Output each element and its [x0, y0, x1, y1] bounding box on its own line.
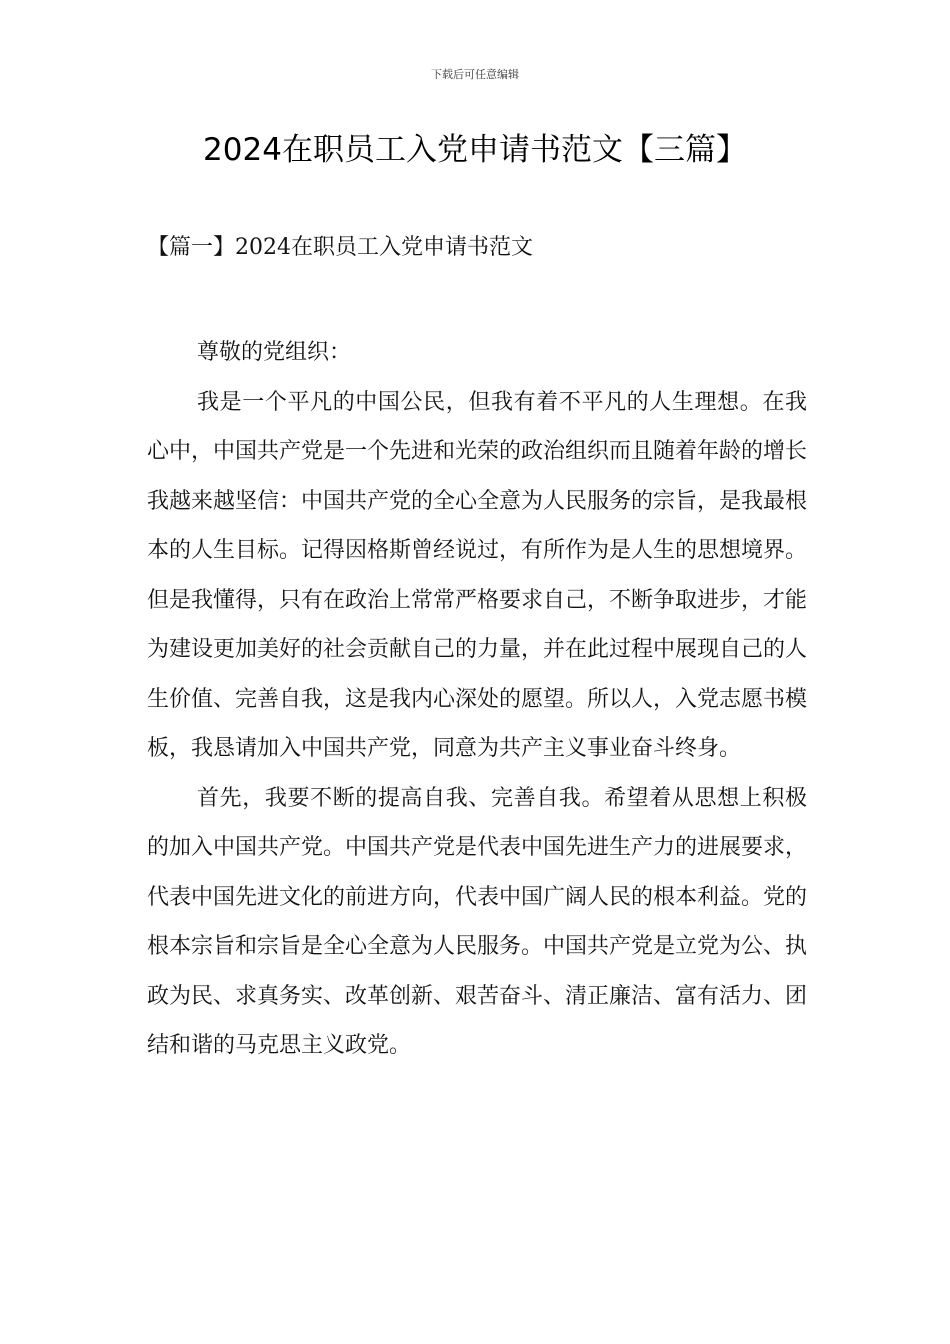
document-title: 2024在职员工入党申请书范文【三篇】: [203, 132, 747, 168]
paragraph-1: 我是一个平凡的中国公民，但我有着不平凡的人生理想。在我心中，中国共产党是一个先进和光荣的政治组织而且随着年龄的增长我越来越坚信：中国共产党的全心全意为人民服务的宗旨，是我最根本的人生目标。记得因格斯曾经说过，有所作为是人生的思想境界。但是我懂得，只有在政治上常常严格要求自己，不断争取进步，才能为建设更加美好的社会贡献自己的力量，并在此过程中展现自己的人生价值、完善自我，这是我内心深处的愿望。所以人，入党志愿书模板，我恳请加入中国共产党，同意为共产主义事业奋斗终身。: [147, 389, 808, 761]
salutation: 尊敬的党组织：: [197, 340, 352, 365]
paragraph-2: 首先，我要不断的提高自我、完善自我。希望着从思想上积极的加入中国共产党。中国共产党是代表中国先进生产力的进展要求，代表中国先进文化的前进方向，代表中国广阔人民的根本利益。党的根本宗旨和宗旨是全心全意为人民服务。中国共产党是立党为公、执政为民、求真务实、改革创新、艰苦奋斗、清正廉洁、富有活力、团结和谐的马克思主义政党。: [147, 785, 808, 1058]
section-heading: 【篇一】2024在职员工入党申请书范文: [147, 235, 533, 260]
letter-body: [147, 328, 807, 1071]
header-note: 下载后可任意编辑: [431, 68, 519, 81]
